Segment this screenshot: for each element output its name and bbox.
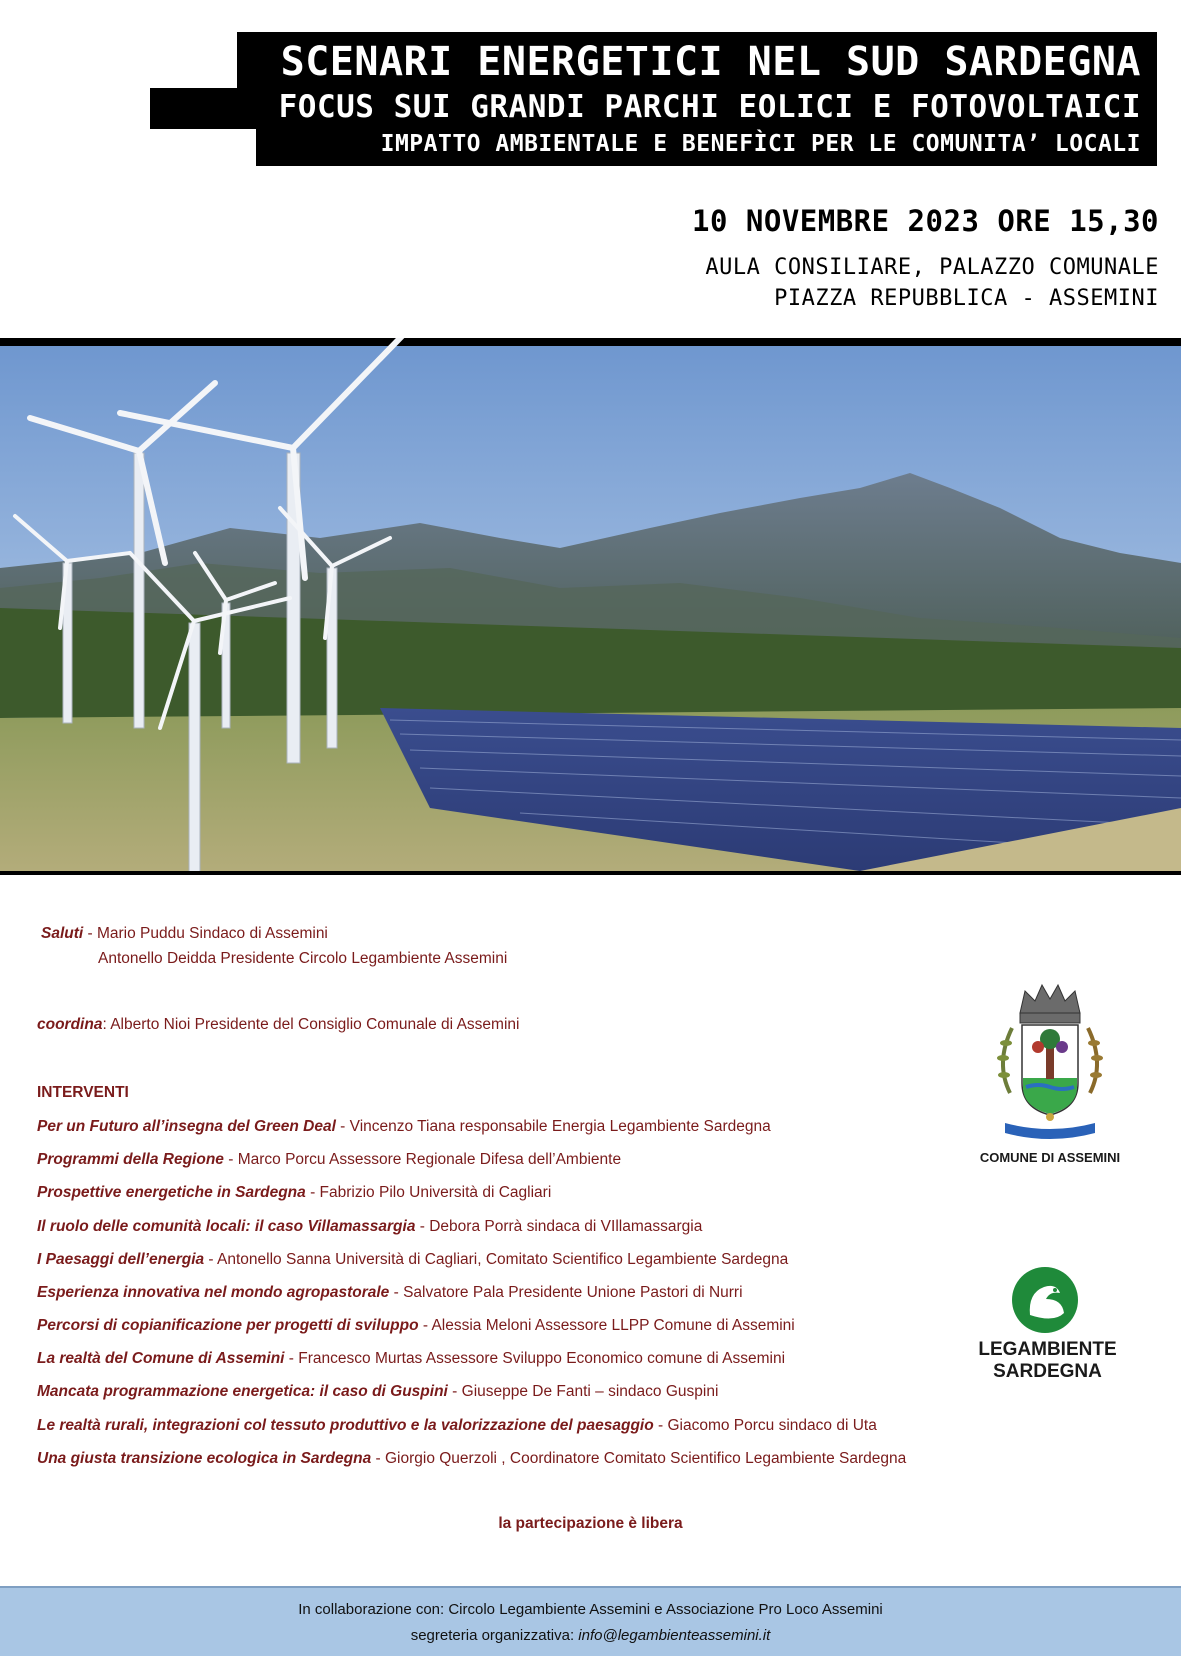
legambiente-line-2: SARDEGNA	[993, 1361, 1102, 1382]
coordina-line	[37, 1016, 519, 1034]
event-date: 10 NOVEMBRE 2023 ORE 15,30	[692, 204, 1159, 238]
footer	[0, 1586, 1181, 1656]
coordina-text: : Alberto Nioi Presidente del Consiglio Comunale di Assemini	[102, 1016, 520, 1033]
talk-title: Il ruolo delle comunità locali: il caso Villamassargia	[37, 1218, 416, 1235]
talk-speaker: - Salvatore Pala Presidente Unione Pastori di Nurri	[389, 1284, 743, 1301]
talk-item	[37, 1284, 743, 1302]
talk-title: Programmi della Regione	[37, 1151, 224, 1168]
secretary-email-link[interactable]: info@legambienteassemini.it	[578, 1627, 771, 1644]
talk-item	[37, 1417, 877, 1435]
talk-speaker: - Francesco Murtas Assessore Sviluppo Economico comune di Assemini	[284, 1350, 786, 1367]
legambiente-line-1: LEGAMBIENTE	[978, 1339, 1117, 1360]
talk-item	[37, 1184, 551, 1202]
talk-item	[37, 1118, 771, 1136]
talk-speaker: - Alessia Meloni Assessore LLPP Comune di Assemini	[418, 1317, 795, 1334]
comune-caption: COMUNE DI ASSEMINI	[979, 1150, 1121, 1165]
talk-speaker: - Giacomo Porcu sindaco di Uta	[653, 1417, 877, 1434]
title-block	[150, 32, 1157, 166]
main-title: SCENARI ENERGETICI NEL SUD SARDEGNA	[237, 32, 1157, 88]
saluti-label: Saluti	[41, 925, 84, 942]
talk-item	[37, 1151, 621, 1169]
talk-title: Prospettive energetiche in Sardegna	[37, 1184, 306, 1201]
talk-speaker: - Debora Porrà sindaca di VIllamassargia	[415, 1218, 703, 1235]
talk-speaker: - Marco Porcu Assessore Regionale Difesa dell’Ambiente	[223, 1151, 622, 1168]
comune-coat-of-arms-logo	[990, 983, 1110, 1148]
talk-speaker: - Giuseppe De Fanti – sindaco Guspini	[447, 1383, 719, 1400]
subtitle: FOCUS SUI GRANDI PARCHI EOLICI E FOTOVOLTAICI	[150, 88, 1157, 129]
tagline: IMPATTO AMBIENTALE E BENEFÌCI PER LE COMUNITA’ LOCALI	[256, 129, 1157, 166]
talk-item	[37, 1251, 788, 1269]
talk-speaker: - Giorgio Querzoli , Coordinatore Comitato Scientifico Legambiente Sardegna	[371, 1450, 907, 1467]
landscape-photo	[0, 338, 1181, 875]
talk-item	[37, 1450, 906, 1468]
talk-item	[37, 1317, 795, 1335]
talk-speaker: - Antonello Sanna Università di Cagliari, Comitato Scientifico Legambiente Sardegna	[204, 1251, 789, 1268]
talk-title: I Paesaggi dell’energia	[37, 1251, 205, 1268]
venue-line-1: AULA CONSILIARE, PALAZZO COMUNALE	[705, 255, 1159, 280]
legambiente-swan-logo	[1010, 1265, 1080, 1335]
saluti-speaker-1: - Mario Puddu Sindaco di Assemini	[83, 925, 328, 942]
free-participation-note: la partecipazione è libera	[498, 1515, 683, 1532]
saluti-line	[41, 925, 328, 943]
coordina-label: coordina	[37, 1016, 103, 1033]
talk-speaker: - Fabrizio Pilo Università di Cagliari	[305, 1184, 552, 1201]
secretary-label: segreteria organizzativa:	[410, 1627, 579, 1644]
talk-item	[37, 1218, 702, 1236]
talk-item	[37, 1350, 785, 1368]
talk-title: Mancata programmazione energetica: il caso di Guspini	[37, 1383, 448, 1400]
talk-title: Per un Futuro all’insegna del Green Deal	[37, 1118, 336, 1135]
talk-title: Esperienza innovativa nel mondo agropastorale	[37, 1284, 390, 1301]
interventi-heading: INTERVENTI	[37, 1084, 129, 1101]
venue-line-2: PIAZZA REPUBBLICA - ASSEMINI	[774, 286, 1159, 311]
talk-item	[37, 1383, 718, 1401]
wind-solar-landscape-image	[0, 338, 1181, 875]
talk-title: La realtà del Comune di Assemini	[37, 1350, 285, 1367]
talk-speaker: - Vincenzo Tiana responsabile Energia Legambiente Sardegna	[335, 1118, 771, 1135]
event-info	[692, 204, 1159, 314]
legambiente-wordmark	[960, 1339, 1135, 1383]
secretary-line	[0, 1627, 1181, 1644]
collaboration-line: In collaborazione con: Circolo Legambiente Assemini e Associazione Pro Loco Assemini	[298, 1601, 883, 1618]
talk-title: Una giusta transizione ecologica in Sardegna	[37, 1450, 372, 1467]
saluti-speaker-2: Antonello Deidda Presidente Circolo Legambiente Assemini	[98, 950, 508, 967]
talk-title: Le realtà rurali, integrazioni col tessuto produttivo e la valorizzazione del paesaggio	[37, 1417, 654, 1434]
talk-title: Percorsi di copianificazione per progetti di sviluppo	[37, 1317, 419, 1334]
